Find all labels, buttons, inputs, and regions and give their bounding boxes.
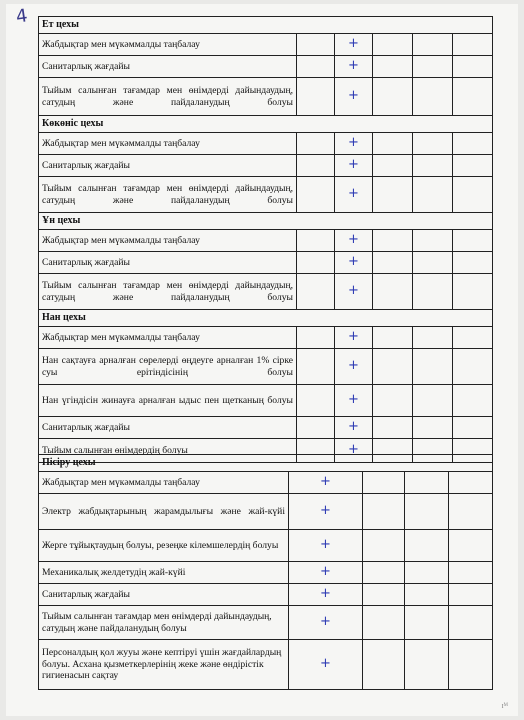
table-row bbox=[39, 327, 493, 349]
check-mark: + bbox=[335, 417, 373, 439]
footer-mark: ɪᴹ bbox=[501, 701, 508, 710]
table-row bbox=[39, 349, 493, 385]
row-label: Тыйым салынған тағамдар мен өнімдерді дайындаудың, сатудың және пайдаланудың болуы bbox=[39, 274, 297, 310]
row-label: Санитарлық жағдайы bbox=[39, 584, 289, 606]
check-mark: + bbox=[335, 177, 373, 213]
section-title: Көкөніс цехы bbox=[39, 116, 493, 133]
row-label: Жерге тұйықтаудың болуы, резеңке кілемшелердің болуы bbox=[39, 530, 289, 562]
section-header-row bbox=[39, 310, 493, 327]
check-mark: + bbox=[335, 155, 373, 177]
check-mark: + bbox=[335, 56, 373, 78]
row-label: Жабдықтар мен мүкәммалды таңбалау bbox=[39, 34, 297, 56]
table-row bbox=[39, 472, 493, 494]
row-label: Тыйым салынған өнімдердің болуы bbox=[39, 439, 297, 463]
check-mark: + bbox=[335, 274, 373, 310]
table-row bbox=[39, 530, 493, 562]
page-number: 4 bbox=[14, 5, 29, 28]
check-mark: + bbox=[335, 327, 373, 349]
check-mark: + bbox=[289, 530, 363, 562]
section-header-row bbox=[39, 455, 493, 472]
row-label: Тыйым салынған тағамдар мен өнімдерді дайындаудың, сатудың және пайдаланудың болуы bbox=[39, 606, 289, 640]
check-mark: + bbox=[289, 494, 363, 530]
row-label: Тыйым салынған тағамдар мен өнімдерді дайындаудың, сатудың және пайдаланудың болуы bbox=[39, 78, 297, 116]
row-label: Механикалық желдетудің жай-күйі bbox=[39, 562, 289, 584]
table-row bbox=[39, 56, 493, 78]
check-mark: + bbox=[289, 584, 363, 606]
section-title: Пісіру цехы bbox=[39, 455, 493, 472]
section-header-row bbox=[39, 116, 493, 133]
table-row bbox=[39, 155, 493, 177]
check-mark: + bbox=[289, 562, 363, 584]
row-label: Жабдықтар мен мүкәммалды таңбалау bbox=[39, 133, 297, 155]
row-label: Персоналдың қол жууы және кептіруі үшін жағдайлардың болуы. Асхана қызметкерлерінің жеке және өндірістік гигиенасын сақтау bbox=[39, 640, 289, 690]
row-label: Нан сақтауға арналған сөрелерді өңдеуге арналған 1% сірке суы ерітіндісінің болуы bbox=[39, 349, 297, 385]
check-mark: + bbox=[335, 349, 373, 385]
row-label: Жабдықтар мен мүкәммалды таңбалау bbox=[39, 230, 297, 252]
section-title: Ет цехы bbox=[39, 17, 493, 34]
table-row bbox=[39, 584, 493, 606]
check-mark: + bbox=[335, 252, 373, 274]
check-mark: + bbox=[289, 472, 363, 494]
row-label: Санитарлық жағдайы bbox=[39, 56, 297, 78]
row-label: Жабдықтар мен мүкәммалды таңбалау bbox=[39, 327, 297, 349]
table-row bbox=[39, 385, 493, 417]
check-mark: + bbox=[335, 133, 373, 155]
table-row bbox=[39, 252, 493, 274]
table-row bbox=[39, 274, 493, 310]
table-row bbox=[39, 78, 493, 116]
section-title: Нан цехы bbox=[39, 310, 493, 327]
row-label: Нан үгіндісін жинауға арналған ыдыс пен щетканың болуы bbox=[39, 385, 297, 417]
table-row bbox=[39, 562, 493, 584]
table-row bbox=[39, 606, 493, 640]
check-mark: + bbox=[335, 78, 373, 116]
document-page bbox=[6, 4, 518, 716]
inspection-table-2 bbox=[38, 454, 493, 690]
table-row bbox=[39, 230, 493, 252]
row-label: Санитарлық жағдайы bbox=[39, 155, 297, 177]
section-header-row bbox=[39, 213, 493, 230]
section-header-row bbox=[39, 17, 493, 34]
check-mark: + bbox=[335, 385, 373, 417]
table-row bbox=[39, 640, 493, 690]
check-mark: + bbox=[289, 606, 363, 640]
table-row bbox=[39, 177, 493, 213]
row-label: Тыйым салынған тағамдар мен өнімдерді дайындаудың, сатудың және пайдаланудың болуы bbox=[39, 177, 297, 213]
table-row bbox=[39, 417, 493, 439]
check-mark: + bbox=[335, 439, 373, 463]
check-mark: + bbox=[335, 230, 373, 252]
row-label: Санитарлық жағдайы bbox=[39, 417, 297, 439]
check-mark: + bbox=[335, 34, 373, 56]
table-row bbox=[39, 34, 493, 56]
section-title: Ұн цехы bbox=[39, 213, 493, 230]
check-mark: + bbox=[289, 640, 363, 690]
row-label: Жабдықтар мен мүкәммалды таңбалау bbox=[39, 472, 289, 494]
table-row bbox=[39, 133, 493, 155]
inspection-table-1 bbox=[38, 16, 493, 463]
row-label: Санитарлық жағдайы bbox=[39, 252, 297, 274]
table-row bbox=[39, 494, 493, 530]
row-label: Электр жабдықтарының жарамдылығы және жай-күйі bbox=[39, 494, 289, 530]
